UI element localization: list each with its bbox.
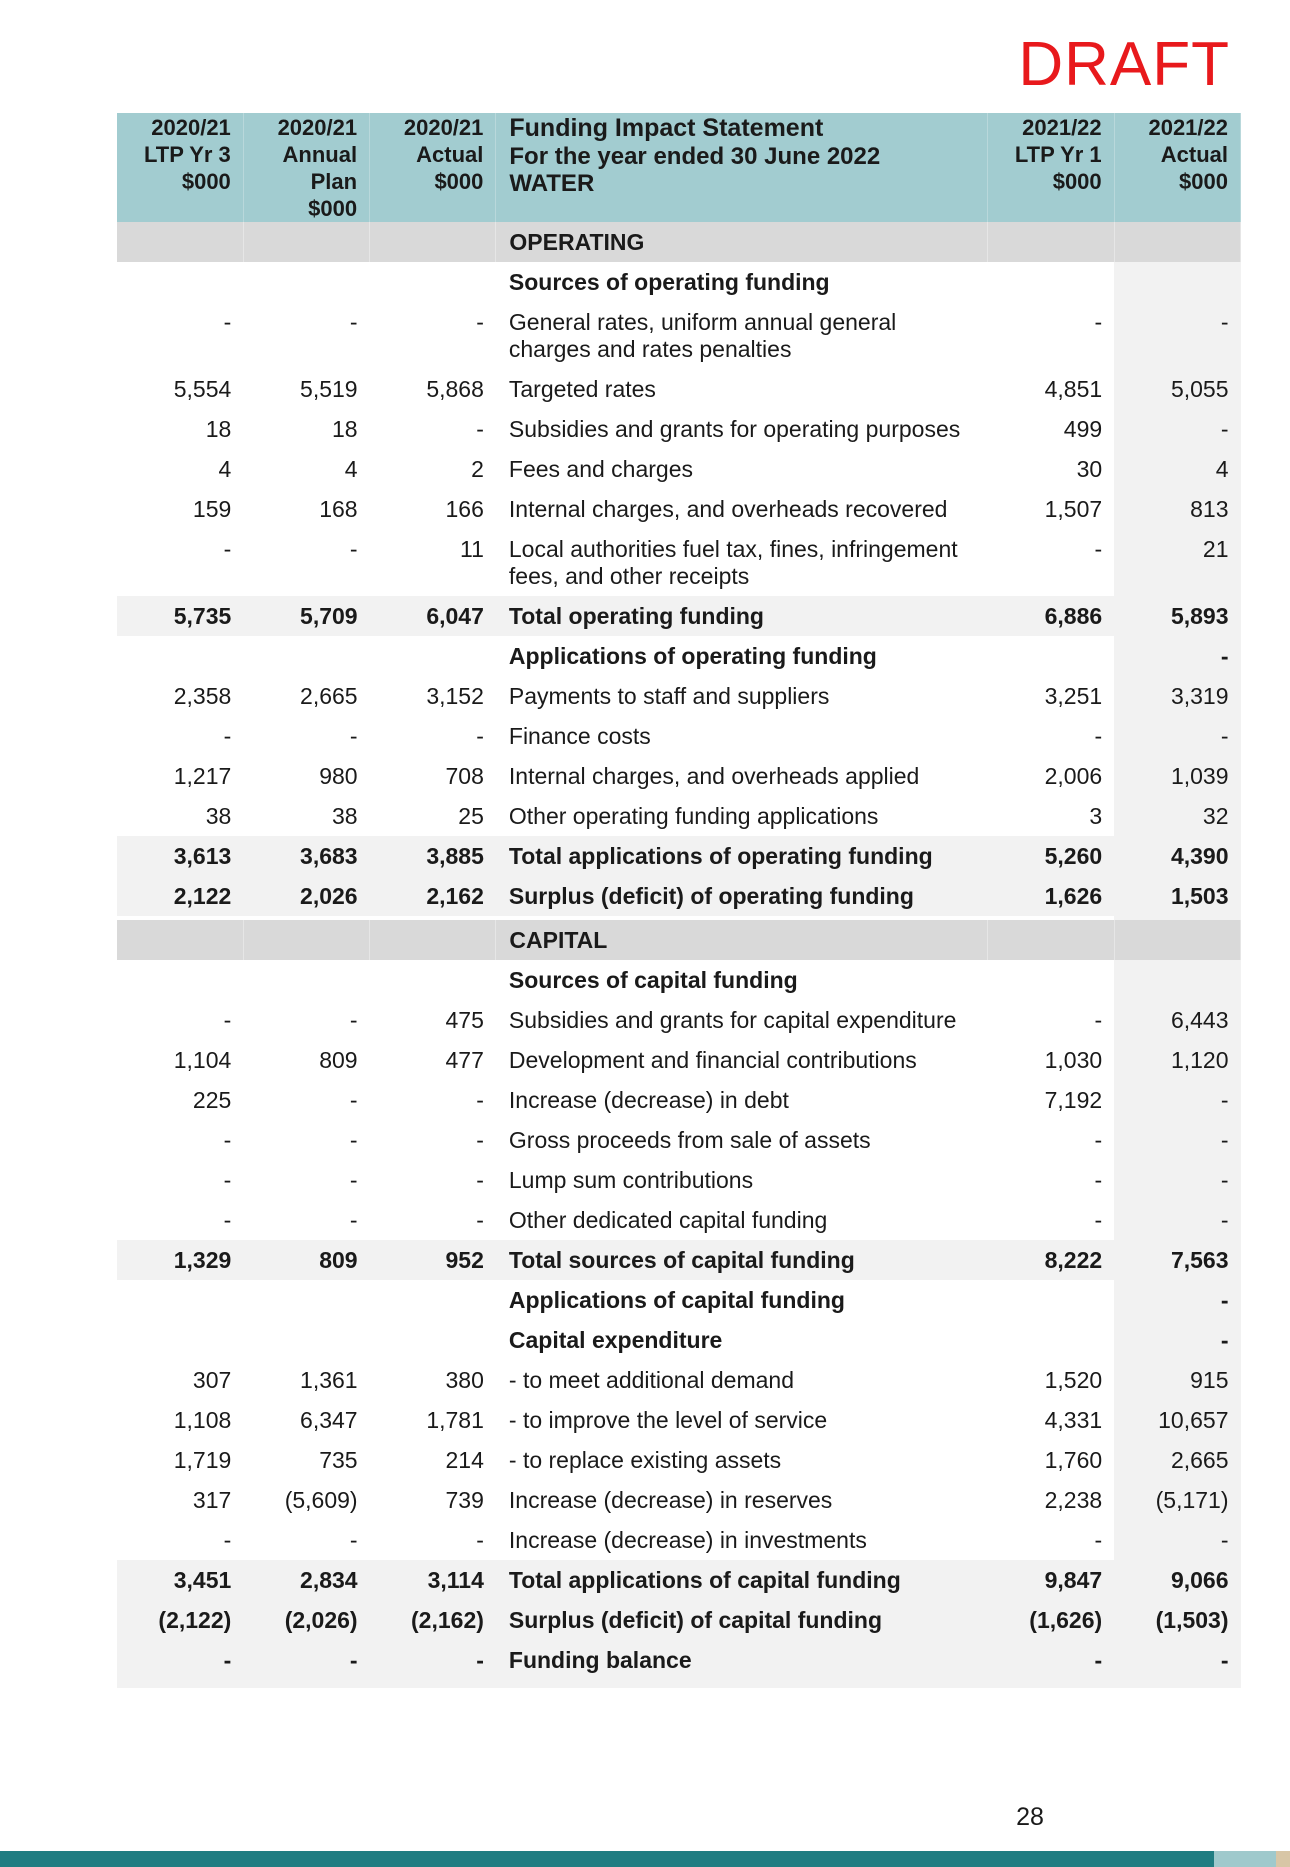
table-row <box>117 449 1241 489</box>
value-cell: 3,451 <box>117 1560 243 1600</box>
header-annual-plan <box>243 113 369 222</box>
subheading-row <box>117 1280 1241 1320</box>
value-cell <box>370 1280 496 1320</box>
row-label: Finance costs <box>508 723 651 749</box>
row-label: Surplus (deficit) of capital funding <box>496 1600 988 1640</box>
value-cell: - <box>1094 536 1103 562</box>
header-line: Annual <box>282 142 358 167</box>
value-cell: - <box>1094 1207 1103 1233</box>
header-line: $000 <box>434 169 484 194</box>
value-cell: (5,171) <box>1114 1480 1240 1520</box>
value-cell: 1,503 <box>1114 876 1240 916</box>
value-cell: - <box>476 723 484 749</box>
value-cell: 18 <box>332 416 358 442</box>
section-cell <box>243 920 369 960</box>
row-label: Other dedicated capital funding <box>508 1207 828 1233</box>
value-cell: 307 <box>192 1367 232 1393</box>
value-cell: 6,347 <box>300 1407 358 1433</box>
table-row <box>117 1440 1241 1480</box>
header-line: Actual <box>1160 142 1228 167</box>
section-cell <box>117 920 243 960</box>
value-cell: - <box>476 1127 484 1153</box>
value-cell: - <box>476 1207 484 1233</box>
row-label: Total applications of capital funding <box>496 1560 988 1600</box>
section-cell <box>117 222 243 262</box>
value-cell: 1,361 <box>300 1367 358 1393</box>
value-cell: - <box>1094 1527 1103 1553</box>
header-line: $000 <box>1179 169 1228 194</box>
row-label: Funding balance <box>496 1640 988 1688</box>
value-cell: 168 <box>319 496 358 522</box>
value-cell: 2,026 <box>243 876 369 916</box>
value-cell: - <box>223 1527 232 1553</box>
value-cell: 5,735 <box>117 596 243 636</box>
value-cell <box>243 262 369 302</box>
header-line: 2020/21 <box>277 115 358 140</box>
row-label: Local authorities fuel tax, fines, infringement fees, and other receipts <box>508 536 958 589</box>
value-cell: 3,114 <box>370 1560 496 1600</box>
value-cell: 10,657 <box>1114 1400 1240 1440</box>
value-cell: - <box>349 1007 358 1033</box>
value-cell <box>243 636 369 676</box>
value-cell: 708 <box>445 763 484 789</box>
row-label: Development and financial contributions <box>508 1047 917 1073</box>
subheading-row <box>117 262 1241 302</box>
value-cell <box>370 262 496 302</box>
header-ltp-yr3 <box>117 113 243 222</box>
header-line: $000 <box>1052 169 1102 194</box>
value-cell: 3 <box>1089 803 1103 829</box>
total-row <box>117 1240 1241 1280</box>
row-label: General rates, uniform annual general charges and rates penalties <box>508 309 897 362</box>
value-cell: - <box>1114 636 1240 676</box>
header-line: Actual <box>416 142 484 167</box>
row-label: Sources of operating funding <box>508 269 830 295</box>
value-cell: 2,122 <box>117 876 243 916</box>
section-header-row <box>117 920 1241 960</box>
value-cell <box>117 262 243 302</box>
section-label: CAPITAL <box>496 920 988 960</box>
value-cell <box>243 1320 369 1360</box>
row-label: Subsidies and grants for capital expenditure <box>508 1007 957 1033</box>
value-cell: 1,217 <box>173 763 232 789</box>
value-cell: 809 <box>243 1240 369 1280</box>
value-cell: - <box>476 1167 484 1193</box>
value-cell: 980 <box>319 763 358 789</box>
value-cell: - <box>476 1087 484 1113</box>
value-cell: 25 <box>458 803 484 829</box>
row-label: Total applications of operating funding <box>496 836 988 876</box>
value-cell: 166 <box>445 496 484 522</box>
row-label: Payments to staff and suppliers <box>508 683 830 709</box>
table-row <box>117 716 1241 756</box>
value-cell: 18 <box>205 416 232 442</box>
row-label: Capital expenditure <box>508 1327 723 1353</box>
total-row <box>117 876 1241 916</box>
value-cell: 1,507 <box>1044 496 1103 522</box>
value-cell: 4,851 <box>1044 376 1103 402</box>
value-cell: 4 <box>1114 449 1240 489</box>
table-row <box>117 756 1241 796</box>
value-cell: 11 <box>460 536 484 562</box>
table-row <box>117 409 1241 449</box>
value-cell: - <box>1114 1640 1240 1688</box>
value-cell: - <box>1114 1280 1240 1320</box>
value-cell: - <box>349 536 358 562</box>
value-cell: 2,162 <box>370 876 496 916</box>
value-cell <box>243 960 369 1000</box>
value-cell: 2,238 <box>1044 1487 1103 1513</box>
value-cell: 3,613 <box>117 836 243 876</box>
section-cell <box>1114 222 1240 262</box>
value-cell <box>1114 960 1240 1000</box>
value-cell: 3,152 <box>426 683 484 709</box>
row-label: Total operating funding <box>496 596 988 636</box>
subheading-row <box>117 1320 1241 1360</box>
value-cell: - <box>349 1167 358 1193</box>
header-ltp-yr1 <box>988 113 1114 222</box>
row-label: Fees and charges <box>508 456 694 482</box>
value-cell: 21 <box>1114 529 1240 596</box>
total-row <box>117 836 1241 876</box>
value-cell: - <box>223 1007 232 1033</box>
value-cell: 3,251 <box>1044 683 1103 709</box>
value-cell: - <box>476 309 484 335</box>
header-actual-2020 <box>370 113 496 222</box>
table-row <box>117 1200 1241 1240</box>
value-cell: 9,847 <box>988 1560 1114 1600</box>
value-cell <box>1114 262 1240 302</box>
statement-subtitle: For the year ended 30 June 2022 <box>509 143 881 170</box>
value-cell: 952 <box>370 1240 496 1280</box>
value-cell: 2,665 <box>300 683 358 709</box>
value-cell: 2 <box>471 456 484 482</box>
row-label: Increase (decrease) in investments <box>508 1527 867 1553</box>
value-cell: - <box>223 1167 232 1193</box>
value-cell: 5,554 <box>173 376 232 402</box>
value-cell: 499 <box>1063 416 1103 442</box>
value-cell: 4 <box>218 456 232 482</box>
value-cell: - <box>349 1527 358 1553</box>
value-cell: 475 <box>445 1007 484 1033</box>
header-line: LTP Yr 1 <box>1014 142 1102 167</box>
table-row <box>117 1040 1241 1080</box>
value-cell: 38 <box>332 803 358 829</box>
value-cell: 7,563 <box>1114 1240 1240 1280</box>
row-label: Internal charges, and overheads applied <box>508 763 920 789</box>
table-row <box>117 1480 1241 1520</box>
value-cell: 6,886 <box>988 596 1114 636</box>
value-cell: - <box>223 723 232 749</box>
value-cell: - <box>1114 1120 1240 1160</box>
table-row <box>117 529 1241 596</box>
value-cell: 1,108 <box>173 1407 232 1433</box>
value-cell: 2,358 <box>173 683 232 709</box>
header-line: Plan <box>310 169 358 194</box>
value-cell: 7,192 <box>1044 1087 1103 1113</box>
value-cell: 6,443 <box>1114 1000 1240 1040</box>
value-cell: 1,626 <box>988 876 1114 916</box>
value-cell: 159 <box>192 496 232 522</box>
total-row <box>117 1600 1241 1640</box>
value-cell: 2,006 <box>1044 763 1103 789</box>
value-cell: 4,390 <box>1114 836 1240 876</box>
value-cell: 3,319 <box>1114 676 1240 716</box>
table-header-row <box>117 113 1241 222</box>
row-label: Surplus (deficit) of operating funding <box>496 876 988 916</box>
header-line: $000 <box>181 169 231 194</box>
section-cell <box>1114 920 1240 960</box>
value-cell: - <box>988 1640 1114 1688</box>
row-label: Internal charges, and overheads recovered <box>508 496 948 522</box>
value-cell: 1,039 <box>1114 756 1240 796</box>
value-cell: - <box>370 1640 496 1688</box>
value-cell: 2,834 <box>243 1560 369 1600</box>
page-number: 28 <box>1016 1803 1044 1831</box>
draft-watermark: DRAFT <box>1018 30 1230 99</box>
value-cell: 380 <box>445 1367 484 1393</box>
value-cell: 214 <box>445 1447 484 1473</box>
value-cell: 5,055 <box>1114 369 1240 409</box>
value-cell: - <box>223 536 232 562</box>
section-label: OPERATING <box>496 222 988 262</box>
section-cell <box>370 222 496 262</box>
value-cell <box>370 960 496 1000</box>
table-row <box>117 489 1241 529</box>
value-cell: 4,331 <box>1044 1407 1103 1433</box>
footer-bar-accent <box>1214 1851 1276 1867</box>
activity-name: WATER <box>509 170 595 197</box>
table-row <box>117 1120 1241 1160</box>
value-cell: 3,885 <box>370 836 496 876</box>
value-cell: 2,665 <box>1114 1440 1240 1480</box>
table-row <box>117 1360 1241 1400</box>
total-row <box>117 1640 1241 1688</box>
value-cell <box>117 1280 243 1320</box>
row-label: Other operating funding applications <box>508 803 879 829</box>
row-label: Subsidies and grants for operating purposes <box>508 416 961 442</box>
value-cell: 5,868 <box>426 376 484 402</box>
funding-impact-statement-table <box>117 113 1241 1688</box>
header-line: 2021/22 <box>1148 115 1228 140</box>
value-cell <box>370 1320 496 1360</box>
value-cell: 1,120 <box>1114 1040 1240 1080</box>
value-cell: - <box>1114 1320 1240 1360</box>
row-label: Gross proceeds from sale of assets <box>508 1127 871 1153</box>
value-cell: - <box>223 309 232 335</box>
value-cell <box>988 262 1114 302</box>
value-cell <box>117 1320 243 1360</box>
row-label: - to improve the level of service <box>508 1407 828 1433</box>
value-cell: 5,519 <box>300 376 358 402</box>
value-cell: 1,719 <box>173 1447 232 1473</box>
value-cell: 5,893 <box>1114 596 1240 636</box>
total-row <box>117 596 1241 636</box>
value-cell: 1,760 <box>1044 1447 1103 1473</box>
value-cell: 3,683 <box>243 836 369 876</box>
row-label: - to meet additional demand <box>508 1367 795 1393</box>
value-cell: - <box>1114 1160 1240 1200</box>
value-cell: - <box>1094 1127 1103 1153</box>
value-cell: 809 <box>319 1047 358 1073</box>
row-label: - to replace existing assets <box>508 1447 782 1473</box>
value-cell: 1,781 <box>426 1407 484 1433</box>
statement-title: Funding Impact Statement <box>509 114 824 142</box>
section-cell <box>243 222 369 262</box>
value-cell <box>988 636 1114 676</box>
table-row <box>117 1400 1241 1440</box>
row-label: Total sources of capital funding <box>496 1240 988 1280</box>
value-cell: 30 <box>1076 456 1103 482</box>
footer-bar-end <box>1276 1851 1290 1867</box>
value-cell: - <box>243 1640 369 1688</box>
value-cell: 225 <box>192 1087 232 1113</box>
section-header-row <box>117 222 1241 262</box>
value-cell: 38 <box>205 803 232 829</box>
value-cell: - <box>349 1127 358 1153</box>
header-line: 2020/21 <box>403 115 484 140</box>
value-cell: 5,260 <box>988 836 1114 876</box>
total-row <box>117 1560 1241 1600</box>
value-cell: - <box>1094 1167 1103 1193</box>
value-cell: 1,104 <box>173 1047 232 1073</box>
value-cell: 1,520 <box>1044 1367 1103 1393</box>
value-cell: - <box>476 1527 484 1553</box>
value-cell: (2,026) <box>243 1600 369 1640</box>
value-cell: - <box>1114 409 1240 449</box>
value-cell: - <box>349 309 358 335</box>
section-cell <box>988 920 1114 960</box>
section-cell <box>988 222 1114 262</box>
value-cell: (2,162) <box>370 1600 496 1640</box>
value-cell: - <box>349 1207 358 1233</box>
section-cell <box>370 920 496 960</box>
table-row <box>117 1080 1241 1120</box>
value-cell: - <box>1114 1200 1240 1240</box>
value-cell: (5,609) <box>284 1487 358 1513</box>
value-cell: 739 <box>445 1487 484 1513</box>
value-cell: 4 <box>344 456 358 482</box>
value-cell <box>117 960 243 1000</box>
value-cell: - <box>1114 1080 1240 1120</box>
subheading-row <box>117 960 1241 1000</box>
table-row <box>117 676 1241 716</box>
table-row <box>117 369 1241 409</box>
header-line: 2021/22 <box>1022 115 1102 140</box>
row-label: Increase (decrease) in debt <box>508 1087 789 1113</box>
table-row <box>117 796 1241 836</box>
value-cell <box>988 1320 1114 1360</box>
table-body <box>117 222 1241 1688</box>
value-cell: (2,122) <box>117 1600 243 1640</box>
footer-bar <box>0 1851 1214 1867</box>
row-label: Applications of capital funding <box>508 1287 845 1313</box>
value-cell: 477 <box>445 1047 484 1073</box>
value-cell: 735 <box>319 1447 358 1473</box>
row-label: Lump sum contributions <box>508 1167 754 1193</box>
value-cell: 6,047 <box>370 596 496 636</box>
value-cell: 813 <box>1114 489 1240 529</box>
value-cell: - <box>349 1087 358 1113</box>
value-cell: 9,066 <box>1114 1560 1240 1600</box>
value-cell: - <box>1094 723 1103 749</box>
value-cell: 5,709 <box>243 596 369 636</box>
header-actual-2021 <box>1114 113 1240 222</box>
value-cell: 32 <box>1114 796 1240 836</box>
header-title-cell <box>496 113 988 222</box>
value-cell: (1,626) <box>988 1600 1114 1640</box>
value-cell <box>370 636 496 676</box>
table-row <box>117 302 1241 369</box>
row-label: Targeted rates <box>508 376 656 402</box>
table-row <box>117 1000 1241 1040</box>
value-cell <box>117 636 243 676</box>
table-row <box>117 1520 1241 1560</box>
subheading-row <box>117 636 1241 676</box>
value-cell: 1,030 <box>1044 1047 1103 1073</box>
value-cell: - <box>117 1640 243 1688</box>
value-cell: - <box>223 1207 232 1233</box>
header-line: 2020/21 <box>151 115 231 140</box>
value-cell: 317 <box>192 1487 232 1513</box>
value-cell: - <box>1114 716 1240 756</box>
header-line: LTP Yr 3 <box>143 142 231 167</box>
row-label: Applications of operating funding <box>508 643 877 669</box>
value-cell <box>243 1280 369 1320</box>
value-cell: - <box>1114 1520 1240 1560</box>
value-cell: - <box>1114 302 1240 369</box>
value-cell: - <box>223 1127 232 1153</box>
value-cell <box>988 960 1114 1000</box>
value-cell <box>988 1280 1114 1320</box>
value-cell: 915 <box>1114 1360 1240 1400</box>
table-row <box>117 1160 1241 1200</box>
row-label: Increase (decrease) in reserves <box>508 1487 833 1513</box>
value-cell: - <box>476 416 484 442</box>
value-cell: 1,329 <box>117 1240 243 1280</box>
value-cell: - <box>1094 309 1103 335</box>
value-cell: 8,222 <box>988 1240 1114 1280</box>
row-label: Sources of capital funding <box>508 967 798 993</box>
header-line: $000 <box>308 196 358 221</box>
value-cell: - <box>1094 1007 1103 1033</box>
value-cell: (1,503) <box>1114 1600 1240 1640</box>
value-cell: - <box>349 723 358 749</box>
